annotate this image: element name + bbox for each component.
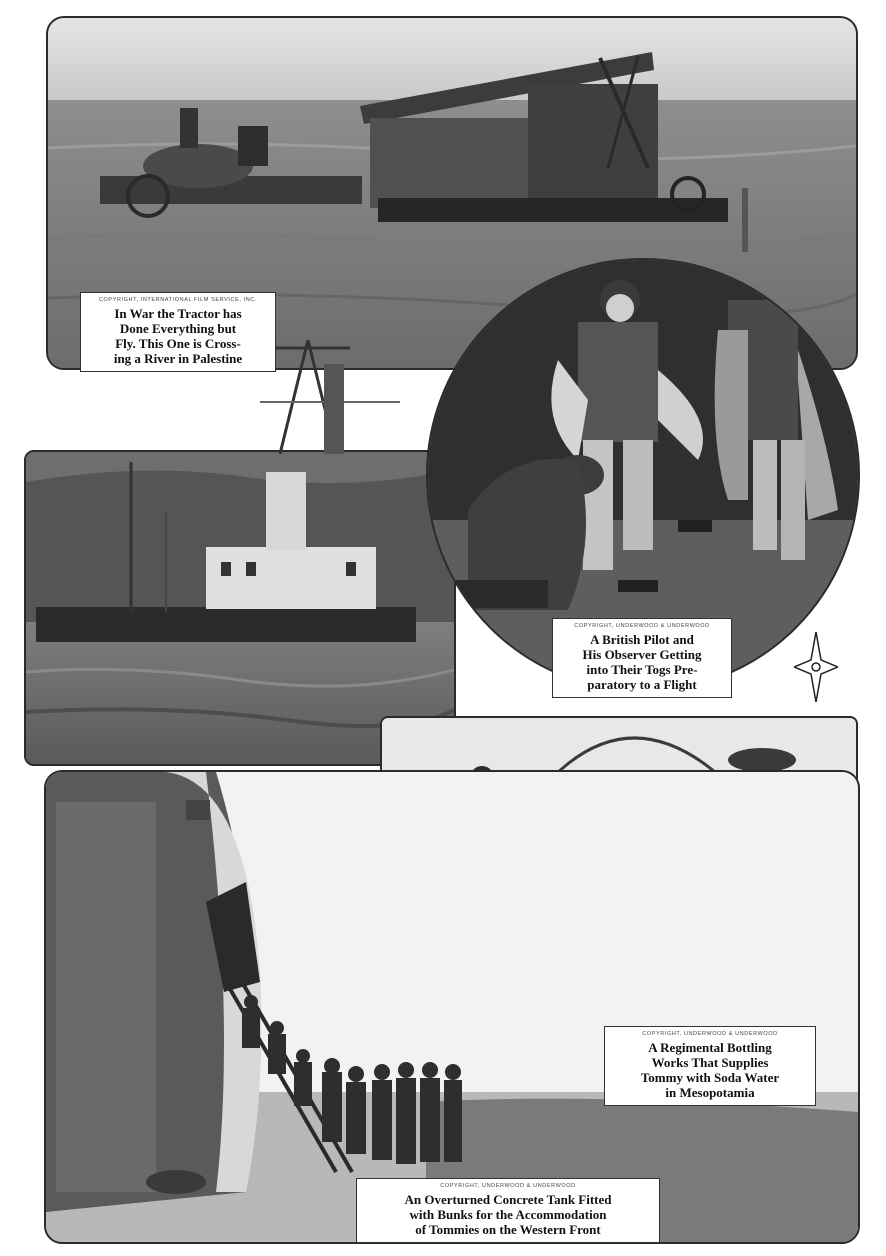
caption-bottling-line-2: Works That Supplies [651,1055,769,1070]
caption-tractor [80,292,276,372]
photo-concrete-tank [44,770,860,1244]
caption-tank-line-2: with Bunks for the Accommodation [409,1207,607,1222]
star-ornament-icon [794,632,838,702]
copyright-tank: COPYRIGHT, UNDERWOOD & UNDERWOOD [440,1183,576,1189]
caption-pilot-line-1: A British Pilot and [590,632,694,647]
caption-bottling [604,1026,816,1106]
caption-bottling-line-4: in Mesopotamia [665,1085,755,1100]
caption-tractor-line-1: In War the Tractor has [114,306,242,321]
copyright-bottling: COPYRIGHT, UNDERWOOD & UNDERWOOD [642,1031,778,1037]
caption-tank-line-3: of Tommies on the Western Front [415,1222,601,1237]
copyright-tractor: COPYRIGHT, INTERNATIONAL FILM SERVICE, INC. [98,297,258,303]
concrete-tank-image [46,772,858,1242]
caption-bottling-line-3: Tommy with Soda Water [640,1070,780,1085]
caption-tractor-line-2: Done Everything but [119,321,237,336]
caption-pilot-line-3: into Their Togs Pre- [586,662,698,677]
caption-tractor-line-4: ing a River in Palestine [113,351,243,366]
caption-tank [356,1178,660,1243]
caption-tank-line-1: An Overturned Concrete Tank Fitted [404,1192,612,1207]
copyright-pilot: COPYRIGHT, UNDERWOOD & UNDERWOOD [574,623,710,629]
caption-pilot [552,618,732,698]
caption-bottling-line-1: A Regimental Bottling [648,1040,772,1055]
caption-pilot-line-2: His Observer Getting [582,647,702,662]
caption-pilot-line-4: paratory to a Flight [587,677,697,692]
caption-tractor-line-3: Fly. This One is Cross- [115,336,241,351]
